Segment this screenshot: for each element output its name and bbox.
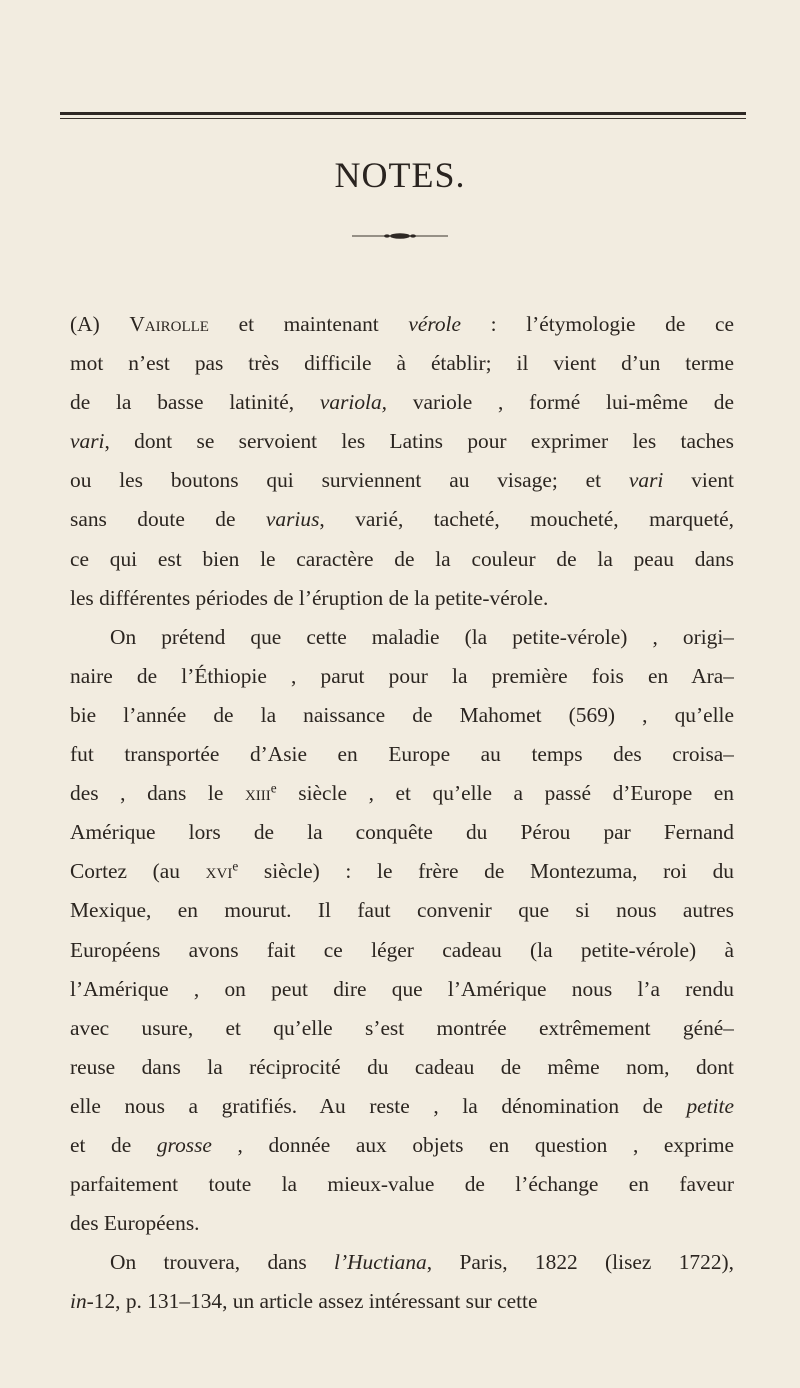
text-run: On prétend que cette maladie (la petite-vérole) , origi– [110, 624, 734, 649]
text-line [70, 1282, 734, 1321]
text-run: les différentes périodes de l’éruption de la petite-vérole. [70, 585, 549, 610]
text-line [70, 657, 734, 696]
text-line [70, 1243, 734, 1282]
text-line [70, 696, 734, 735]
text-run: fut transportée d’Asie en Europe au temps des croisa– [70, 742, 734, 767]
text-run: Mexique, en mourut. Il faut convenir que si nous autres [70, 898, 734, 923]
text-run: ou les boutons qui surviennent au visage; et [70, 468, 629, 493]
text-line [70, 579, 734, 618]
text-run: ce qui est bien le caractère de la couleur de la peau dans [70, 546, 734, 571]
text-run: mot n’est pas très difficile à établir; il vient d’un terme [70, 351, 734, 376]
text-run: Amérique lors de la conquête du Pérou par Fernand [70, 820, 734, 845]
text-run: et de [70, 1132, 157, 1157]
text-run: xvi [205, 859, 233, 884]
text-line [70, 305, 734, 344]
text-run: xiii [244, 781, 271, 806]
text-line [70, 891, 734, 930]
text-run: bie l’année de la naissance de Mahomet (569) , qu’elle [70, 702, 734, 727]
text-line [70, 1204, 734, 1243]
text-run: siècle , et qu’elle a passé d’Europe en [276, 781, 734, 806]
note-a-text [70, 305, 734, 1321]
text-line [70, 1048, 734, 1087]
page-title: NOTES. [334, 155, 466, 195]
text-line [70, 735, 734, 774]
text-run: , dont se servoient les Latins pour exprimer les taches [104, 429, 734, 454]
text-run: On trouvera, dans [110, 1250, 335, 1275]
text-run: Cortez (au [70, 859, 206, 884]
text-run: vari [70, 429, 105, 454]
text-run: reuse dans la réciprocité du cadeau de même nom, dont [70, 1054, 734, 1079]
text-run: avec usure, et qu’elle s’est montrée extrêmement géné– [70, 1015, 734, 1040]
text-run: des , dans le [70, 781, 245, 806]
text-run: -12, p. 131–134, un article assez intéressant sur cette [86, 1289, 538, 1314]
text-run: l’Huctiana [334, 1250, 427, 1275]
text-run: de la basse latinité, [70, 390, 320, 415]
text-line [70, 1009, 734, 1048]
text-run: Vairolle [129, 312, 209, 336]
text-line [70, 344, 734, 383]
text-line [70, 774, 734, 813]
text-run: et maintenant [208, 312, 409, 336]
text-run: grosse [156, 1132, 212, 1157]
text-line [70, 1165, 734, 1204]
header-rule-thick [60, 112, 746, 115]
text-run: : l’étymologie de ce [461, 312, 734, 336]
text-line [70, 852, 734, 891]
ornament-divider-icon [352, 232, 448, 240]
text-run: variola, [319, 390, 388, 415]
text-line [70, 813, 734, 852]
text-run: variole , formé lui-même de [387, 390, 734, 415]
text-run: , varié, tacheté, moucheté, marqueté, [319, 507, 734, 532]
text-run: elle nous a gratifiés. Au reste , la dénomination de [70, 1093, 687, 1118]
text-run: (A) [70, 312, 130, 336]
text-line [70, 931, 734, 970]
text-line [70, 540, 734, 579]
text-run: in [70, 1289, 87, 1314]
text-run: sans doute de [70, 507, 266, 532]
text-run: , donnée aux objets en question , exprime [211, 1132, 734, 1157]
header-rule-thin [60, 118, 746, 119]
text-run: e [270, 780, 277, 796]
text-line [70, 970, 734, 1009]
text-line [70, 500, 734, 539]
text-run: Européens avons fait ce léger cadeau (la petite-vérole) à [70, 937, 734, 962]
text-run: des Européens. [70, 1211, 200, 1236]
text-run: petite [686, 1093, 734, 1118]
text-line [70, 461, 734, 500]
text-run: vari [628, 468, 664, 493]
text-run: vient [663, 468, 734, 493]
text-line [70, 1126, 734, 1165]
text-run: vérole [408, 312, 461, 336]
text-line [70, 618, 734, 657]
text-run: l’Amérique , on peut dire que l’Amérique nous l’a rendu [70, 976, 734, 1001]
text-line [70, 383, 734, 422]
text-run: , Paris, 1822 (lisez 1722), [426, 1250, 734, 1275]
text-run: parfaitement toute la mieux-value de l’échange en faveur [70, 1172, 734, 1197]
text-run: naire de l’Éthiopie , parut pour la première fois en Ara– [70, 663, 734, 688]
text-run: siècle) : le frère de Montezuma, roi du [238, 859, 734, 884]
text-run: e [232, 859, 239, 875]
text-run: varius [265, 507, 320, 532]
text-line [70, 422, 734, 461]
text-line [70, 1087, 734, 1126]
